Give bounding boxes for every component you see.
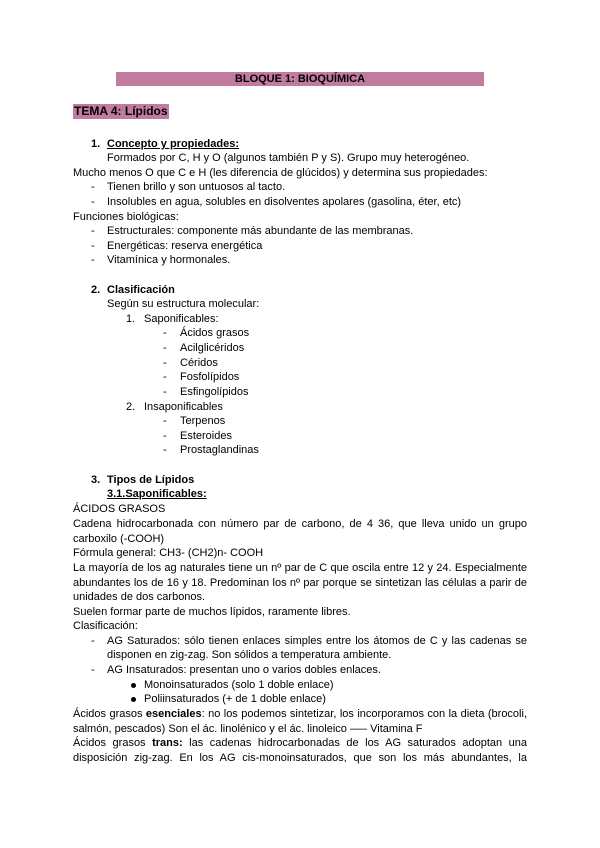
fatty-acids-title: ÁCIDOS GRASOS: [73, 503, 166, 515]
block-title: BLOQUE 1: BIOQUÍMICA: [116, 72, 484, 86]
essential-text: : no los podemos sintetizar, los incorporamos con la dieta (brocoli,: [201, 708, 527, 720]
insaponificable-item: Esteroides: [180, 430, 232, 442]
dash-bullet: -: [163, 430, 167, 442]
dash-bullet: -: [163, 444, 167, 456]
saponificable-item: Esfingolípidos: [180, 386, 249, 398]
trans-line-2: disposición zig-zag. En los AG cis-monoinsaturados, que son los más abundantes, la: [73, 752, 527, 764]
function-item: Vitamínica y hormonales.: [107, 254, 231, 266]
list-number: 1.: [126, 313, 136, 325]
dash-bullet: -: [91, 196, 95, 208]
section-2-number: 2.: [91, 284, 101, 296]
property-item: Insolubles en agua, solubles en disolventes apolares (gasolina, éter, etc): [107, 196, 462, 208]
paragraph-line: Suelen formar parte de muchos lípidos, raramente libres.: [73, 606, 351, 618]
insaponificables-title: Insaponificables: [144, 401, 223, 413]
section-2-title: Clasificación: [107, 284, 175, 296]
functions-title: Funciones biológicas:: [73, 211, 179, 223]
section-2-intro: Según su estructura molecular:: [107, 298, 260, 310]
dash-bullet: -: [163, 386, 167, 398]
saponificable-item: Ácidos grasos: [180, 327, 250, 339]
dash-bullet: -: [91, 181, 95, 193]
essential-prefix: Ácidos grasos: [73, 708, 146, 720]
trans-prefix: Ácidos grasos: [73, 737, 153, 749]
paragraph-line: abundantes los de 16 y 18. Predominan los nº par porque se sintetizan las células a parir de: [73, 577, 527, 589]
dash-bullet: -: [91, 635, 95, 647]
trans-keyword: trans:: [152, 737, 183, 749]
dash-bullet: -: [163, 327, 167, 339]
essential-keyword: esenciales: [145, 708, 202, 720]
topic-title: TEMA 4: Lípidos: [74, 104, 168, 118]
dash-bullet: -: [91, 664, 95, 676]
function-item: Estructurales: componente más abundante de las membranas.: [107, 225, 414, 237]
list-number: 2.: [126, 401, 136, 413]
saponificables-title: Saponificables:: [144, 313, 219, 325]
insaponificable-item: Prostaglandinas: [180, 444, 259, 456]
section-3-title: Tipos de Lípidos: [107, 474, 195, 486]
dash-bullet: -: [163, 357, 167, 369]
essential-line-2: salmón, pescados) Son el ác. linolénico y el ác. linoleico —– Vitamina F: [73, 723, 423, 735]
property-item: Tienen brillo y son untuosos al tacto.: [107, 181, 286, 193]
unsaturated-line: AG Insaturados: presentan uno o varios dobles enlaces.: [107, 664, 381, 676]
paragraph-line: unidades de dos carbonos.: [73, 591, 206, 603]
trans-text: las cadenas hidrocarbonadas de los AG saturados adoptan una: [182, 737, 527, 749]
function-item: Energéticas: reserva energética: [107, 240, 263, 252]
dash-bullet: -: [163, 371, 167, 383]
insaponificable-item: Terpenos: [180, 415, 226, 427]
section-1-number: 1.: [91, 138, 101, 150]
section-1-title: Concepto y propiedades:: [107, 138, 240, 150]
saturated-line: AG Saturados: sólo tienen enlaces simples entre los átomos de C y las cadenas se: [107, 635, 527, 647]
trans-line: [73, 736, 527, 751]
paragraph-line: Cadena hidrocarbonada con número par de carbono, de 4 36, que lleva unido un grupo: [73, 518, 527, 530]
poli-item: Poliinsaturados (+ de 1 doble enlace): [144, 693, 326, 705]
dash-bullet: -: [91, 254, 95, 266]
bullet-dot: [131, 678, 136, 693]
subsection-title: 3.1.Saponificables:: [107, 488, 207, 500]
dash-bullet: -: [91, 240, 95, 252]
dash-bullet: -: [91, 225, 95, 237]
general-formula: Fórmula general: CH3- (CH2)n- COOH: [73, 547, 264, 559]
dash-bullet: -: [163, 415, 167, 427]
saponificable-item: Céridos: [180, 357, 218, 369]
bullet-dot: [131, 692, 136, 707]
section-1-line: Mucho menos O que C e H (les diferencia de glúcidos) y determina sus propiedades:: [73, 167, 488, 179]
dash-bullet: -: [163, 342, 167, 354]
essential-line: [73, 707, 527, 722]
section-3-number: 3.: [91, 474, 101, 486]
saponificable-item: Fosfolípidos: [180, 371, 240, 383]
mono-item: Monoinsaturados (solo 1 doble enlace): [144, 679, 334, 691]
section-1-line: Formados por C, H y O (algunos también P y S). Grupo muy heterogéneo.: [107, 152, 470, 164]
saponificable-item: Acilglicéridos: [180, 342, 245, 354]
saturated-line: disponen en zig-zag. Son sólidos a temperatura ambiente.: [107, 649, 392, 661]
classification-title: Clasificación:: [73, 620, 138, 632]
paragraph-line: La mayoría de los ag naturales tiene un nº par de C que oscila entre 12 y 24. Especialmente: [73, 562, 527, 574]
paragraph-line: carboxilo (-COOH): [73, 533, 165, 545]
